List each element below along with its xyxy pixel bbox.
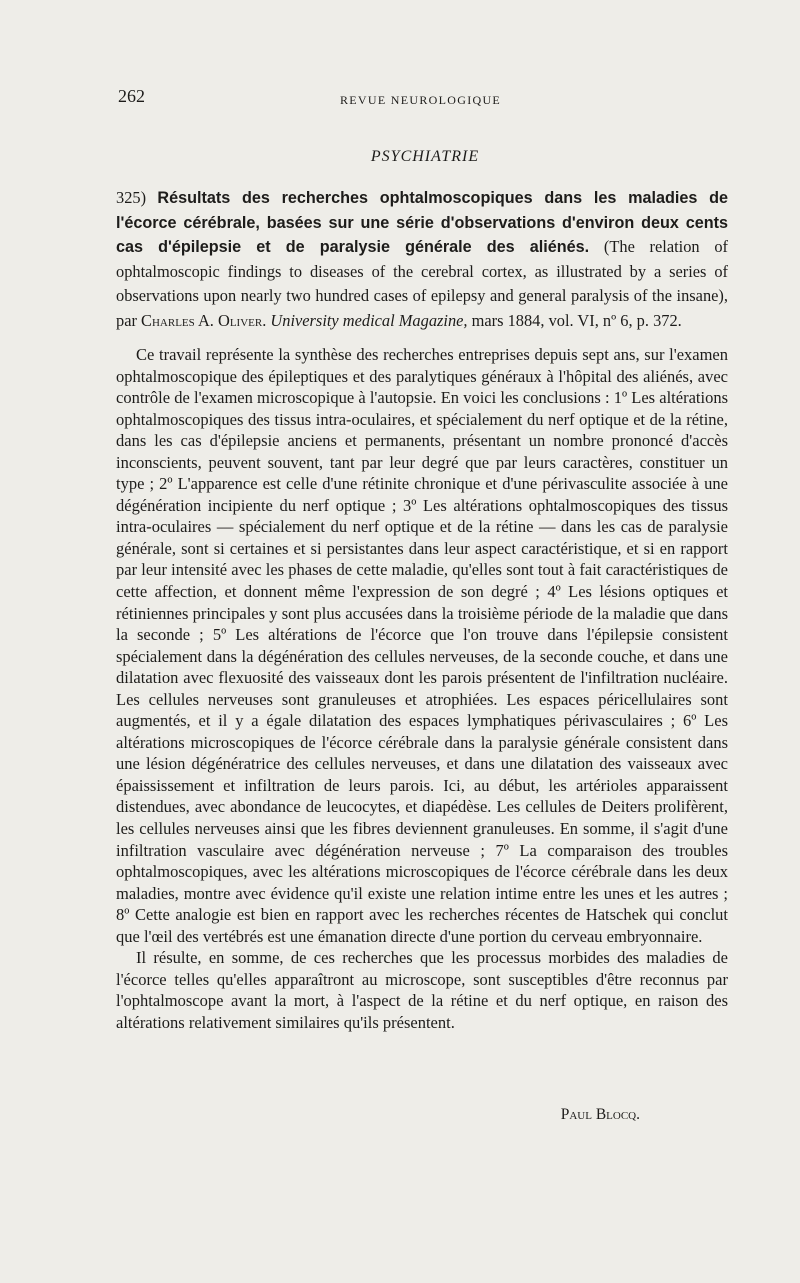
running-title: REVUE NEUROLOGIQUE [340, 93, 502, 107]
article-citation: mars 1884, vol. VI, nº 6, p. 372. [471, 310, 682, 330]
page-number: 262 [118, 86, 145, 106]
article-journal: University medical Magazine, [270, 310, 468, 330]
page-header [118, 86, 728, 112]
article-body [116, 344, 728, 1034]
paragraph: Il résulte, en somme, de ces recherches que les processus morbides des maladies de l'écorce telles qu'elles apparaîtront au microscope, sont susceptibles d'être reconnus par l'ophtalmoscope avant la mort, à l'aspect de la rétine et du nerf optique, en raison des altérations relativement similaires qu'ils présentent. [116, 948, 728, 1032]
article-heading [116, 186, 728, 333]
signature: Paul Blocq. [560, 1106, 640, 1123]
article-english-title: (The relation of ophtalmoscopic findings to diseases of the cerebral cortex, as illustrated by a series of observations upon nearly two hundred cases of epilepsy and general paralysis of the insane), par [116, 237, 728, 330]
article-author: Charles A. Oliver. [141, 310, 267, 330]
article-number: 325) [116, 188, 147, 207]
article-title: Résultats des recherches ophtalmoscopiques dans les maladies de l'écorce cérébrale, basées sur une série d'observations d'environ deux cents cas d'épilepsie et de paralysie générale des aliénés. [116, 189, 728, 256]
section-title: PSYCHIATRIE [370, 148, 480, 165]
paragraph: Ce travail représente la synthèse des recherches entreprises depuis sept ans, sur l'examen ophtalmoscopique des épileptiques et des paralytiques généraux à l'hôpital des aliénés, avec contrôle de l'examen microscopique à l'autopsie. En voici les conclusions : 1º Les altérations ophtalmoscopiques des tissus intra-oculaires, et spécialement du nerf optique et de la rétine, dans les cas d'épilepsie anciens et permanents, présentant un nombre prononcé d'accès inconscients, peuvent souvent, tant par leur degré que par leurs caractères, constituer un type ; 2º L'apparence est celle d'une rétinite chronique et d'une périvasculite associée à une dégénération incipiente du nerf optique ; 3º Les altérations ophtalmoscopiques des tissus intra-oculaires — spécialement du nerf optique et de la rétine — dans les cas de paralysie générale, sont si certaines et si persistantes dans leur aspect caractéristique, et si en rapport par leur intensité avec les phases de cette maladie, qu'elles sont tout à fait caractéristiques de cette affection, et donnent même l'expression de son degré ; 4º Les lésions optiques et rétiniennes principales y sont plus accusées dans la troisième période de la maladie que dans la seconde ; 5º Les altérations de l'écorce que l'on trouve dans l'épilepsie consistent spécialement dans la dégénération des cellules nerveuses, de la seconde couche, et dans une dilatation avec flexuosité des vaisseaux dont les parois présentent de l'infiltration nucléaire. Les cellules nerveuses sont granuleuses et atrophiées. Les espaces péricellulaires sont augmentés, et il y a égale dilatation des espaces lymphatiques périvasculaires ; 6º Les altérations microscopiques de l'écorce cérébrale dans la paralysie générale consistent dans une lésion dégénératrice des cellules nerveuses, et dans une dilatation des vaisseaux avec épaississement et infiltration de leurs parois. Ici, au début, les artérioles apparaissent distendues, avec abondance de leucocytes, et diapédèse. Les cellules de Deiters prolifèrent, les cellules nerveuses ainsi que les fibres deviennent granuleuses. En somme, il s'agit d'une infiltration vasculaire avec dégénération nerveuse ; 7º La comparaison des troubles ophtalmoscopiques, avec les altérations microscopiques de l'écorce cérébrale dans les deux maladies, montre avec évidence qu'il existe une relation intime entre les unes et les autres ; 8º Cette analogie est bien en rapport avec les recherches récentes de Hatschek qui conclut que l'œil des vertébrés est une émanation directe d'une portion du cerveau embryonnaire. [116, 345, 728, 946]
